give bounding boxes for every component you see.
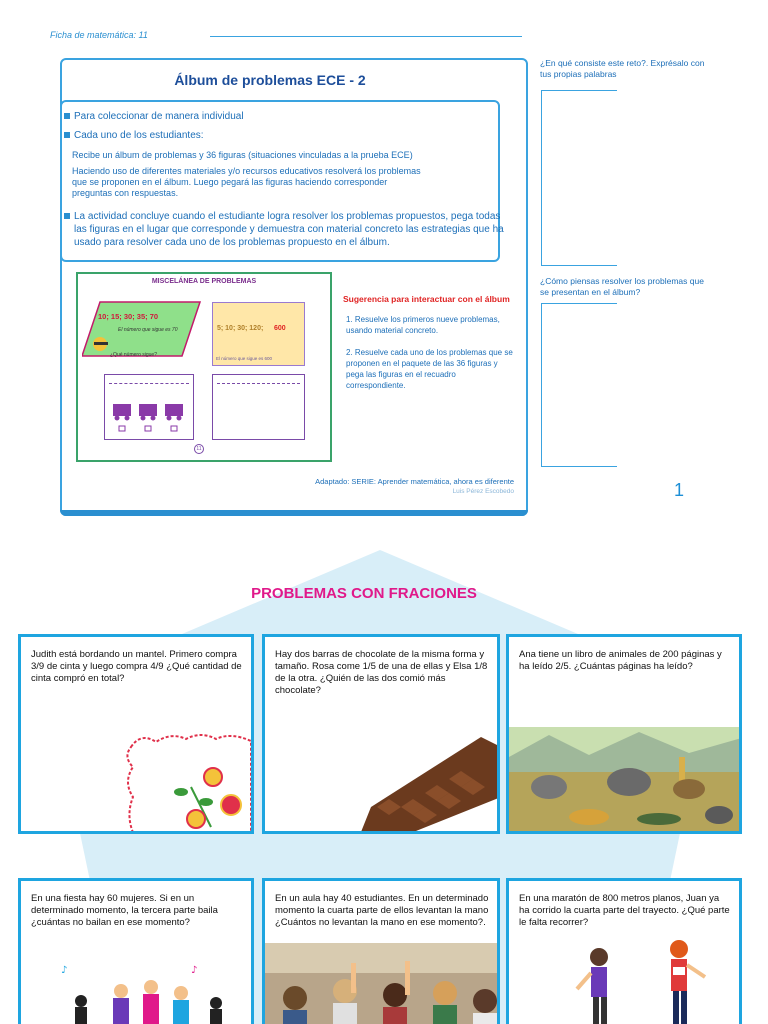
sequence2-answer: 600 <box>274 325 286 332</box>
header-rule <box>210 36 522 37</box>
instruction-para2-line1: Haciendo uso de diferentes materiales y/o recursos educativos resolverá los problemas <box>72 166 421 176</box>
wagon-problem-box <box>104 374 194 440</box>
album-title: Álbum de problemas ECE - 2 <box>174 72 366 88</box>
instruction-para1: Recibe un álbum de problemas y 36 figuras (situaciones vinculadas a la prueba ECE) <box>72 150 413 160</box>
suggestion-2: 2. Resuelve cada uno de los problemas que se proponen en el paquete de las 36 figuras y pega las figuras en el recuadro correspondiente. <box>346 348 513 390</box>
bullet-square-icon <box>64 113 70 119</box>
instruction-para2-line2: que se proponen en el álbum. Luego pegará las figuras haciendo corresponder <box>72 177 388 187</box>
bullet-students-text: Cada uno de los estudiantes: <box>74 130 204 141</box>
page-number: 1 <box>674 480 685 500</box>
album-image-title: MISCELÁNEA DE PROBLEMAS <box>151 278 257 285</box>
problem-text-4: En una fiesta hay 60 mujeres. Si en un determinado momento, la tercera parte baila ¿cuántas no bailan en ese momento? <box>31 893 218 928</box>
problem-text-1: Judith está bordando un mantel. Primero compra 3/9 de cinta y luego compra 4/9 ¿Qué cantidad de cinta compró en total? <box>31 649 242 684</box>
animals-scene-image <box>509 727 742 834</box>
bullet-individual-text: Para coleccionar de manera individual <box>74 111 244 122</box>
svg-text:♪: ♪ <box>61 965 68 976</box>
suggestion-title: Sugerencia para interactuar con el álbum <box>343 294 510 304</box>
problem-card-2 <box>262 634 500 834</box>
bullet-students <box>64 129 204 142</box>
problem-text-5: En un aula hay 40 estudiantes. En un determinado momento la cuarta parte de ellos levantan la mano ¿Cuántos no levantan la mano en ese momento?. <box>275 893 489 928</box>
suggestion-1: 1. Resuelve los primeros nueve problemas, usando material concreto. <box>346 315 500 335</box>
sequence1-values: 10; 15; 30; 35; 70 <box>98 312 159 321</box>
answer-box-approach[interactable] <box>541 303 617 467</box>
instruction-para2-line3: preguntas con respuestas. <box>72 188 179 198</box>
problem-text-2: Hay dos barras de chocolate de la misma forma y tamaño. Rosa come 1/5 de una de ellas y Elsa 1/8 de la otra. ¿Quién de las dos comió más chocolate? <box>275 649 488 696</box>
classroom-image <box>265 943 500 1024</box>
answer-box-challenge[interactable] <box>541 90 617 266</box>
problem-card-5 <box>262 878 500 1024</box>
problems-section-title: PROBLEMAS CON FRACIONES <box>251 585 477 602</box>
chocolate-bar-image <box>361 737 500 834</box>
sequence2-values: 5; 10; 30; 120; <box>217 325 264 332</box>
text-problem-box <box>212 374 305 440</box>
bullet-activity-line2: las figuras en el lugar que corresponde y demuestra con material concreto las estrategias que ha <box>74 224 504 235</box>
question-challenge: ¿En qué consiste este reto?. Exprésalo con tus propias palabras <box>540 58 705 79</box>
embroidered-tablecloth-image <box>121 727 254 834</box>
runners-image <box>559 937 742 1024</box>
album-page-number: 11 <box>194 444 204 454</box>
album-card-shadow <box>60 510 528 516</box>
svg-text:♪: ♪ <box>191 965 198 976</box>
problem-text-6: En una maratón de 800 metros planos, Juan ya ha corrido la cuarta parte del trayecto. ¿Qué parte le falta recorrer? <box>519 893 730 928</box>
bullet-individual <box>64 110 244 123</box>
sequence2-caption: El número que sigue es 600 <box>216 356 273 361</box>
problem-card-6 <box>506 878 742 1024</box>
bullet-activity-line3: usado para resolver cada uno de los problemas propuesto en el álbum. <box>74 237 390 248</box>
bullet-activity <box>64 210 500 223</box>
question-approach: ¿Cómo piensas resolver los problemas que se presentan en el álbum? <box>540 276 704 297</box>
problem-card-3 <box>506 634 742 834</box>
sequence1-question: ¿Qué número sigue? <box>110 352 157 358</box>
problem-card-1 <box>18 634 254 834</box>
adapted-source: Adaptado: SERIE: Aprender matemática, ahora es diferente <box>315 477 514 486</box>
sequence1-caption: El número que sigue es 70 <box>118 327 178 333</box>
bullet-square-icon <box>64 213 70 219</box>
problem-text-3: Ana tiene un libro de animales de 200 páginas y ha leído 2/5. ¿Cuántas páginas ha leído? <box>519 649 722 672</box>
bullet-square-icon <box>64 132 70 138</box>
bullet-activity-line1: La actividad concluye cuando el estudiante logra resolver los problemas propuestos, pega todas <box>74 211 501 222</box>
problem-card-4 <box>18 878 254 1024</box>
dancing-party-image <box>41 961 241 1024</box>
train-wagons-icon <box>105 384 195 434</box>
worksheet-label: Ficha de matemática: 11 <box>50 30 148 40</box>
author-credit: Luis Pérez Escobedo <box>452 488 514 495</box>
